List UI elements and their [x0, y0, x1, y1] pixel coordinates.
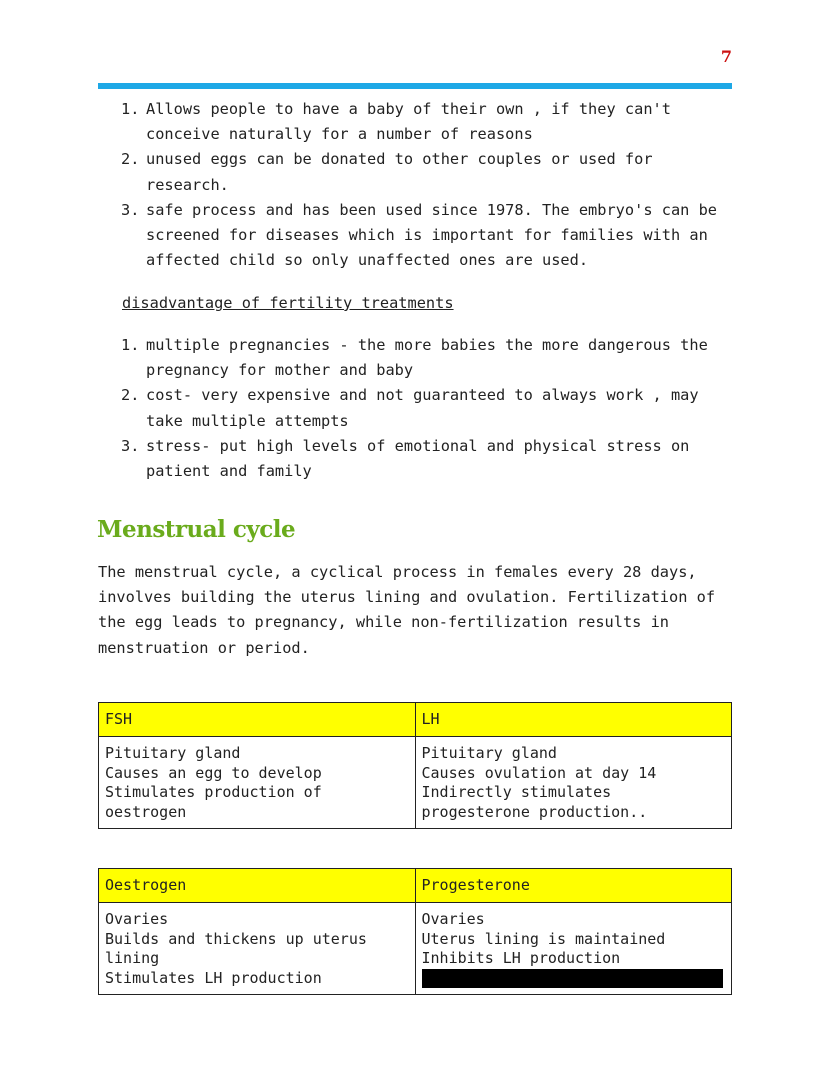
cell-line: Ovaries — [421, 910, 485, 928]
table-cell — [99, 903, 416, 995]
header-rule — [98, 83, 732, 89]
disadvantages-heading: disadvantage of fertility treatments — [122, 294, 454, 312]
list-item-text: multiple pregnancies - the more babies the more dangerous the pregnancy for mother and baby — [146, 336, 708, 380]
list-number: 2. — [121, 150, 140, 169]
cell-line: Indirectly stimulates — [421, 783, 612, 801]
cell-line: oestrogen — [105, 802, 187, 821]
column-header-progesterone: Progesterone — [415, 869, 732, 903]
cell-line: Uterus lining is maintained — [421, 929, 666, 948]
disadvantages-list — [98, 333, 738, 484]
list-item-text: cost- very expensive and not guaranteed to always work , may take multiple attempts — [146, 386, 699, 430]
cell-line: Causes an egg to develop — [105, 763, 322, 782]
list-number: 3. — [121, 200, 140, 219]
cell-line: Pituitary gland — [421, 744, 557, 762]
cell-line: Stimulates production of — [105, 783, 322, 801]
cell-line: lining — [105, 949, 160, 967]
list-item — [98, 434, 738, 484]
hormone-table-oestrogen-progesterone — [98, 868, 732, 995]
cell-line: progesterone production.. — [421, 802, 648, 821]
list-item — [98, 198, 738, 274]
list-number: 1. — [121, 100, 140, 118]
page-number: 7 — [720, 47, 732, 66]
list-number: 1. — [121, 336, 140, 354]
table-header-row — [99, 703, 732, 737]
column-header-lh: LH — [415, 703, 732, 737]
column-header-oestrogen: Oestrogen — [99, 869, 416, 903]
cell-line: Inhibits LH production — [421, 949, 621, 967]
redaction-bar — [422, 969, 724, 988]
list-item — [98, 383, 738, 433]
section-title: Menstrual cycle — [97, 516, 296, 543]
hormone-table-fsh-lh — [98, 702, 732, 829]
list-item-text: safe process and has been used since 1978. The embryo's can be screened for diseases which is important for families with an affected child so only unaffected ones are used. — [146, 200, 717, 270]
advantages-list — [98, 97, 738, 273]
intro-paragraph: The menstrual cycle, a cyclical process in females every 28 days, involves building the uterus lining and ovulation. Fertilization of the egg leads to pregnancy, while non-fertilization results in menstruation or period. — [98, 563, 716, 657]
column-header-fsh: FSH — [99, 703, 416, 737]
table-cell — [415, 903, 732, 995]
list-item — [98, 97, 738, 147]
table-row — [99, 737, 732, 829]
cell-line: Pituitary gland — [105, 744, 241, 762]
table-cell — [415, 737, 732, 829]
list-number: 3. — [121, 436, 140, 455]
list-item-text: unused eggs can be donated to other couples or used for research. — [146, 150, 653, 194]
list-item — [98, 333, 738, 383]
table-cell — [99, 737, 416, 829]
table-row — [99, 903, 732, 995]
list-item-text: Allows people to have a baby of their own , if they can't conceive naturally for a number of reasons — [146, 100, 671, 144]
cell-line: Stimulates LH production — [105, 968, 322, 987]
list-number: 2. — [121, 386, 140, 405]
table-header-row — [99, 869, 732, 903]
cell-line: Ovaries — [105, 910, 169, 928]
cell-line: Builds and thickens up uterus — [105, 929, 367, 948]
list-item-text: stress- put high levels of emotional and physical stress on patient and family — [146, 436, 690, 481]
list-item — [98, 147, 738, 197]
cell-line: Causes ovulation at day 14 — [421, 763, 657, 782]
